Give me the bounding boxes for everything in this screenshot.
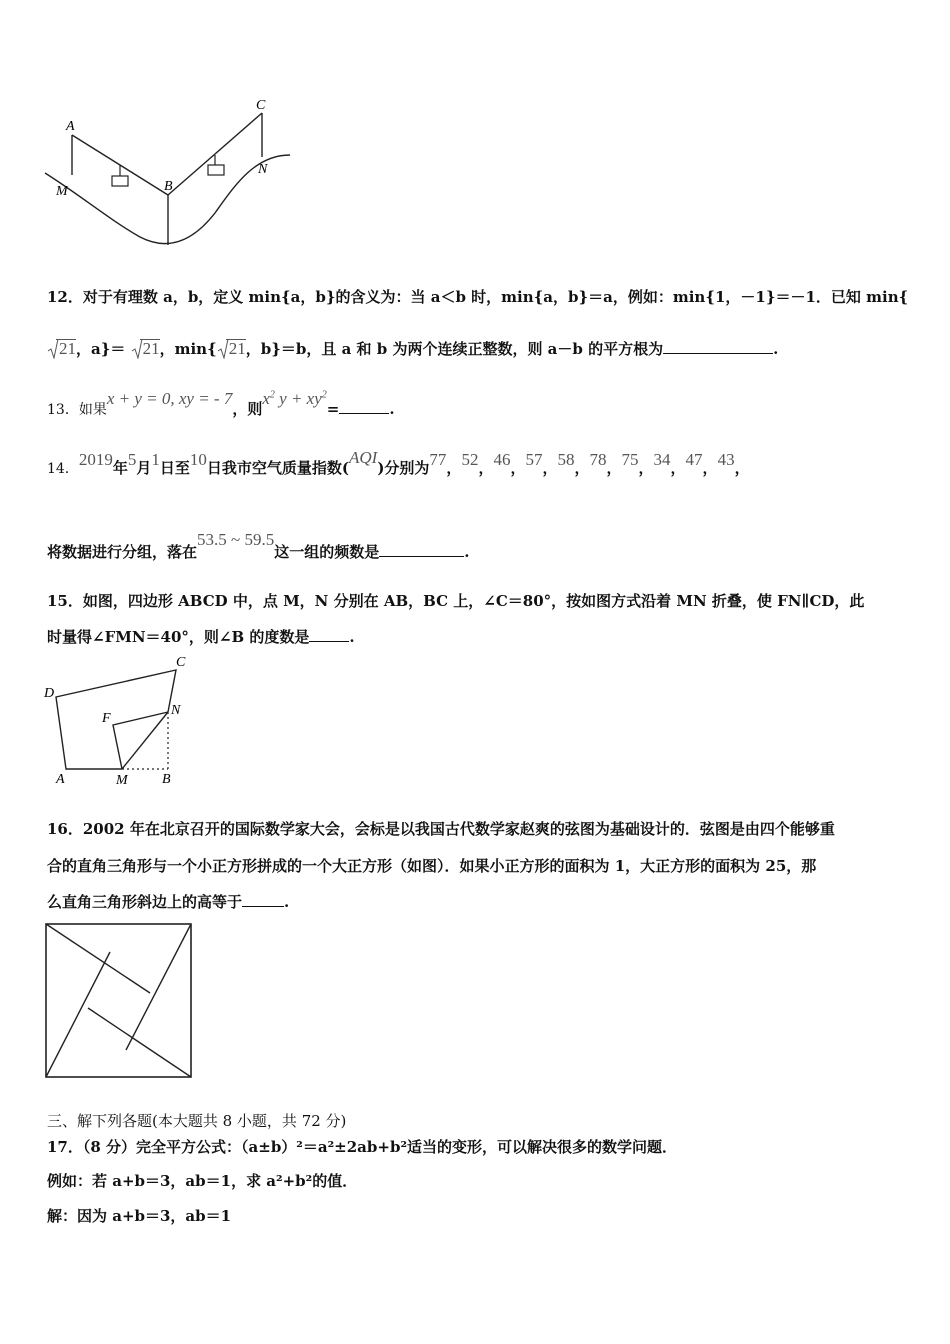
- quadrilateral-figure: [40, 650, 200, 790]
- q17-line1: 17．（8 分）完全平方公式：（a±b）²＝a²±2ab+b²适当的变形，可以解决很多的数学问题．: [47, 1138, 678, 1156]
- label-f: F: [102, 711, 111, 726]
- label-b: B: [164, 179, 173, 194]
- q12-sep1: ，a}＝: [76, 340, 126, 358]
- triangle-edge-3: [88, 1008, 191, 1077]
- q14-range: 53.5 ~ 59.5: [197, 530, 275, 549]
- q16-answer-blank[interactable]: [242, 892, 284, 907]
- folded-triangle: [113, 712, 168, 769]
- box-right: [208, 165, 224, 175]
- aqi-value: 43: [717, 450, 735, 469]
- aqi-separator: ，: [638, 459, 654, 477]
- aqi-separator: ，: [574, 459, 590, 477]
- triangle-edge-2: [126, 924, 191, 1050]
- q15-answer-blank[interactable]: [309, 627, 349, 642]
- aqi-separator: ，: [734, 459, 750, 477]
- bridge-figure: [40, 95, 300, 255]
- label-a: A: [66, 119, 75, 134]
- q15-line1: 15．如图，四边形 ABCD 中，点 M，N 分别在 AB，BC 上，∠C＝80°，按如图方式沿着 MN 折叠，使 FN∥CD，此: [47, 592, 865, 610]
- section3-heading: 三、解下列各题(本大题共 8 小题，共 72 分): [47, 1112, 347, 1130]
- sqrt-21-b: 21: [131, 339, 160, 359]
- quad-outline: [56, 670, 176, 769]
- label-d: D: [44, 686, 55, 701]
- aqi-value: 75: [621, 450, 639, 469]
- label-b: B: [162, 772, 171, 787]
- q12-answer-blank[interactable]: [663, 339, 773, 354]
- q16-line2: 合的直角三角形与一个小正方形拼成的一个大正方形（如图）．如果小正方形的面积为 1，大正方形的面积为 25，那: [47, 857, 817, 875]
- aqi-value: 46: [493, 450, 511, 469]
- q12-line2: 21，a}＝ 21，min{ 21，b}＝b，且 a 和 b 为两个连续正整数，则 a－b 的平方根为 .: [47, 338, 778, 359]
- aqi-value: 57: [525, 450, 543, 469]
- label-c: C: [256, 98, 266, 113]
- aqi-separator: ，: [542, 459, 558, 477]
- aqi-value: 77: [429, 450, 447, 469]
- triangle-edge-1: [46, 924, 150, 993]
- aqi-separator: ，: [510, 459, 526, 477]
- label-c: C: [176, 655, 186, 670]
- label-n: N: [258, 162, 268, 177]
- box-left: [112, 176, 128, 186]
- aqi-value: 78: [589, 450, 607, 469]
- q16-line1: 16．2002 年在北京召开的国际数学家大会，会标是以我国古代数学家赵爽的弦图为基础设计的．弦图是由四个能够重: [47, 820, 835, 838]
- label-n: N: [171, 703, 181, 718]
- triangle-edge-4: [46, 952, 110, 1077]
- q13-answer-blank[interactable]: [339, 399, 389, 414]
- aqi-separator: ，: [478, 459, 494, 477]
- aqi-value: 34: [653, 450, 671, 469]
- q14-line2: 将数据进行分组，落在53.5 ~ 59.5这一组的频数是 .: [47, 530, 470, 561]
- sqrt-21-c: 21: [217, 339, 246, 359]
- q17-line3: 解：因为 a+b＝3，ab＝1: [47, 1207, 232, 1225]
- q14-values: [429, 450, 750, 477]
- aqi-separator: ，: [446, 459, 462, 477]
- aqi-separator: ，: [670, 459, 686, 477]
- sqrt-21-a: 21: [47, 339, 76, 359]
- aqi-separator: ，: [702, 459, 718, 477]
- zhao-shuang-string-diagram: [44, 922, 194, 1080]
- aqi-separator: ，: [606, 459, 622, 477]
- q12-rest: ，b}＝b，且 a 和 b 为两个连续正整数，则 a－b 的平方根为: [245, 340, 664, 358]
- q14-answer-blank[interactable]: [379, 542, 464, 557]
- label-a: A: [56, 772, 65, 787]
- q16-line3: 么直角三角形斜边上的高等于 .: [47, 893, 290, 911]
- q14-line1: 14．2019年5月1日至10日我市空气质量指数(AQI)分别为77，52，46，57，58，78，75，34，47，43，: [47, 448, 750, 477]
- q13-condition: x + y = 0, xy = - 7: [106, 389, 233, 408]
- q12-sep2: ，min{: [159, 340, 217, 358]
- aqi-value: 58: [557, 450, 575, 469]
- aqi-value: 52: [461, 450, 479, 469]
- aqi-value: 47: [685, 450, 703, 469]
- label-m: M: [116, 773, 128, 788]
- q15-line2: 时量得∠FMN＝40°，则∠B 的度数是 .: [47, 628, 355, 646]
- label-m: M: [56, 184, 68, 199]
- q12-line1: 12．对于有理数 a，b，定义 min{a，b}的含义为：当 a＜b 时，min{a，b}＝a，例如：min{1，－1}＝－1．已知 min{: [47, 288, 909, 306]
- large-square: [46, 924, 191, 1077]
- q13-expression: $x^2$ $y + xy^2$: [262, 389, 327, 408]
- q13-line: 13．如果x + y = 0, xy = - 7，则$x^2$ $y + xy^2=$ .: [47, 389, 395, 418]
- q17-line2: 例如：若 a+b＝3，ab＝1，求 a²+b²的值．: [47, 1172, 358, 1190]
- cable-bc: [168, 113, 262, 195]
